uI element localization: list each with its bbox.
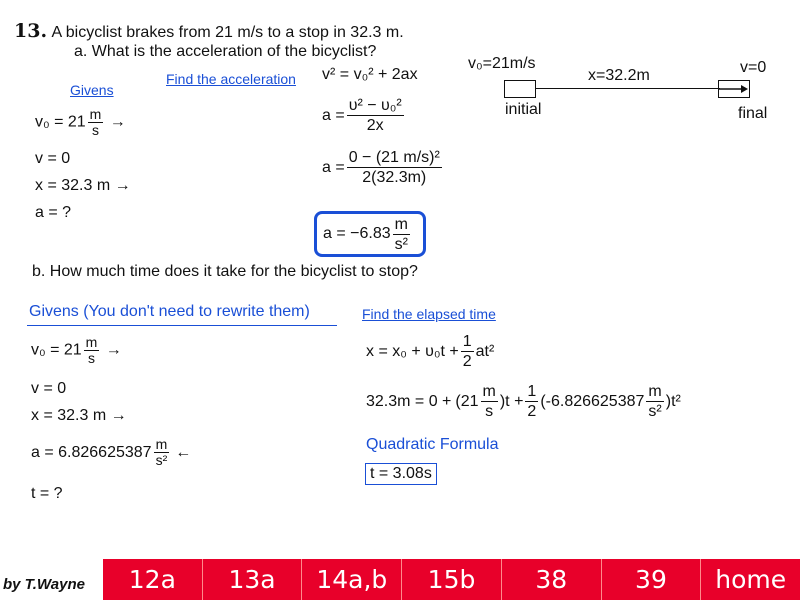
nav-button-39[interactable]: 39 bbox=[602, 559, 702, 600]
eq2-a: (-6.826625387 bbox=[540, 392, 645, 410]
b-given-v0-text: v₀ = 21 bbox=[31, 341, 82, 359]
eq2-v-unit bbox=[481, 382, 498, 421]
given-v0-arrow: → bbox=[109, 113, 126, 131]
given-v0-text: v₀ = 21 bbox=[35, 113, 86, 131]
answer-a-value: a = −6.83 bbox=[323, 225, 391, 242]
b-given-v0-den: s bbox=[88, 350, 95, 366]
step-2 bbox=[322, 148, 444, 187]
diagram-x-label: x=32.2m bbox=[588, 67, 650, 84]
part-b-givens-underline bbox=[27, 325, 337, 326]
diagram-v-label: v=0 bbox=[740, 59, 767, 76]
nav-button-15b[interactable]: 15b bbox=[402, 559, 502, 600]
part-b-givens-heading: Givens (You don't need to rewrite them) bbox=[29, 303, 310, 320]
navigation-bar bbox=[103, 559, 800, 600]
eq2-hden: 2 bbox=[527, 403, 537, 420]
eq2-paren: (21 bbox=[455, 392, 479, 410]
part-b-given-x: x = 32.3 m → bbox=[31, 407, 127, 424]
eq2-anum: m bbox=[648, 383, 662, 400]
b-given-a-text: a = 6.826625387 bbox=[31, 443, 152, 461]
answer-a-num: m bbox=[394, 215, 408, 233]
eq2-a-unit bbox=[646, 382, 663, 421]
eq1-lhs: x = x₀ + υ₀t + bbox=[366, 342, 459, 360]
step-1-num: υ² − υ₀² bbox=[348, 97, 402, 114]
eq2-mid: )t + bbox=[499, 392, 524, 410]
part-b-given-a bbox=[31, 437, 191, 468]
b-given-a-den: s² bbox=[155, 452, 168, 468]
part-b-given-t: t = ? bbox=[31, 485, 63, 502]
part-b-given-v0 bbox=[31, 335, 122, 366]
step-1-fraction bbox=[347, 96, 404, 135]
author-credit: by T.Wayne bbox=[3, 576, 85, 593]
step-1 bbox=[322, 96, 406, 135]
arrow-right-icon bbox=[719, 81, 749, 97]
given-v0-unit bbox=[88, 107, 104, 138]
quadratic-formula-label: Quadratic Formula bbox=[366, 436, 499, 453]
nav-button-14ab[interactable]: 14a,b bbox=[302, 559, 402, 600]
part-b-given-v: v = 0 bbox=[31, 380, 67, 397]
b-given-a-arrow: ← bbox=[175, 443, 192, 461]
eq2-num: m bbox=[482, 383, 496, 400]
given-v0-num: m bbox=[89, 106, 102, 122]
step-2-den: 2(32.3m) bbox=[362, 169, 427, 186]
answer-b-box: t = 3.08s bbox=[365, 463, 437, 485]
given-v0-den: s bbox=[92, 122, 99, 138]
part-a-given-v0 bbox=[35, 107, 126, 138]
eq2-half bbox=[525, 382, 538, 421]
step-2-fraction bbox=[347, 148, 442, 187]
part-a-given-v: v = 0 bbox=[35, 150, 71, 167]
part-a-given-x: x = 32.3 m → bbox=[35, 177, 131, 194]
eq2-aden: s² bbox=[648, 403, 662, 420]
b-given-v0-num: m bbox=[85, 334, 98, 350]
problem-header bbox=[14, 20, 404, 42]
problem-number: 13. bbox=[14, 20, 48, 42]
answer-a-unit bbox=[393, 215, 410, 254]
nav-button-13a[interactable]: 13a bbox=[203, 559, 303, 600]
eq2-den: s bbox=[485, 403, 494, 420]
eq1-num: 1 bbox=[462, 333, 472, 350]
step-2-lhs: a = bbox=[322, 158, 345, 176]
substituted-equation bbox=[366, 382, 681, 421]
part-b-find-heading: Find the elapsed time bbox=[362, 306, 496, 322]
eq1-rhs: at² bbox=[475, 342, 495, 360]
part-b-question: b. How much time does it take for the bicyclist to stop? bbox=[32, 263, 418, 280]
eq1-den: 2 bbox=[462, 353, 472, 370]
step-2-num: 0 − (21 m/s)² bbox=[348, 149, 440, 166]
eq2-end: )t² bbox=[665, 392, 681, 410]
part-a-question: a. What is the acceleration of the bicyclist? bbox=[74, 43, 377, 60]
b-given-v0-arrow: → bbox=[105, 341, 122, 359]
eq1-half bbox=[461, 332, 474, 371]
initial-box bbox=[504, 80, 536, 98]
part-a-givens-heading: Givens bbox=[70, 82, 114, 98]
diagram-v0-label: v₀=21m/s bbox=[468, 55, 536, 72]
formula-main: v² = v₀² + 2ax bbox=[322, 66, 418, 83]
eq2-hnum: 1 bbox=[527, 383, 537, 400]
displacement-line bbox=[536, 88, 720, 89]
nav-button-38[interactable]: 38 bbox=[502, 559, 602, 600]
answer-a-box bbox=[314, 211, 426, 257]
nav-button-home[interactable]: home bbox=[701, 559, 800, 600]
b-given-a-num: m bbox=[155, 436, 168, 452]
nav-button-12a[interactable]: 12a bbox=[103, 559, 203, 600]
kinematic-equation bbox=[366, 332, 494, 371]
part-a-given-a: a = ? bbox=[35, 204, 72, 221]
answer-a-den: s² bbox=[394, 235, 408, 253]
b-given-a-unit bbox=[154, 437, 170, 468]
final-box bbox=[718, 80, 750, 98]
problem-statement: A bicyclist brakes from 21 m/s to a stop in 32.3 m. bbox=[51, 24, 404, 41]
diagram-initial-label: initial bbox=[505, 101, 542, 118]
step-1-den: 2x bbox=[366, 117, 384, 134]
diagram-final-label: final bbox=[738, 105, 768, 122]
eq2-lhs: 32.3m = 0 + bbox=[366, 392, 452, 410]
part-a-find-heading: Find the acceleration bbox=[166, 71, 296, 87]
b-given-v0-unit bbox=[84, 335, 100, 366]
step-1-lhs: a = bbox=[322, 106, 345, 124]
